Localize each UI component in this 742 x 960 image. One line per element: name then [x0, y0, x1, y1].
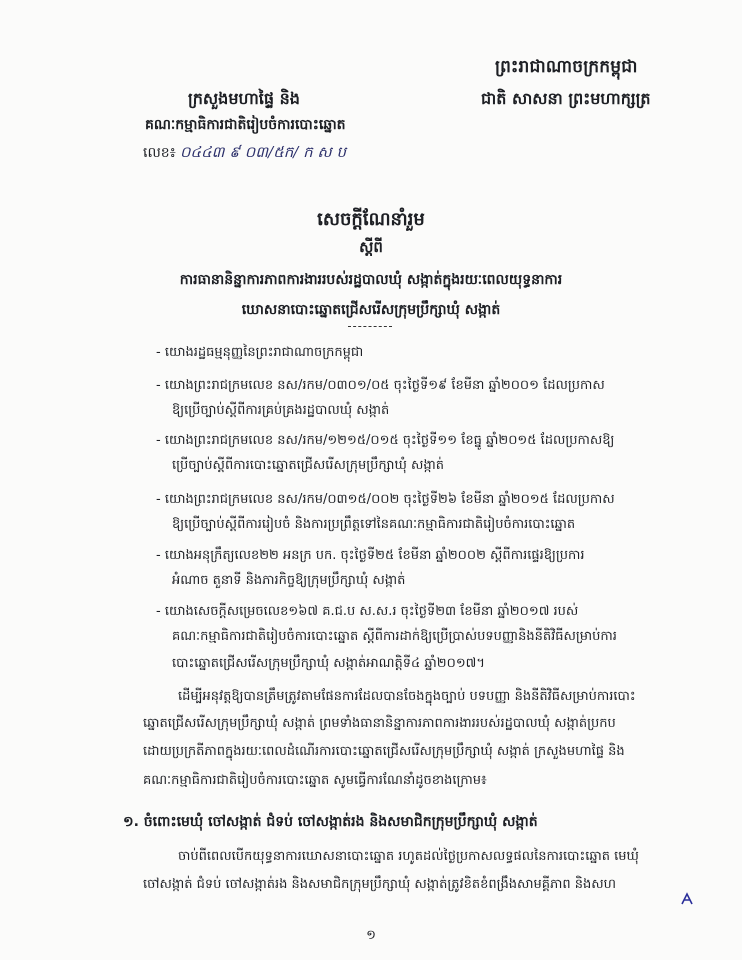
body-paragraph-line: ឆ្នោតជ្រើសរើសក្រុមប្រឹក្សាឃុំ សង្កាត់ ព្រមទាំងធានានិន្នាការភាពការងាររបស់រដ្ឋបាលឃុំ សង្កាត់ប្រកប	[143, 716, 616, 731]
kingdom-heading: ព្រះរាជាណាចក្រកម្ពុជា	[495, 57, 638, 77]
reference-number	[143, 143, 346, 165]
title-subject-label: ស្តីពី	[359, 238, 383, 256]
reference-handwritten: ០៤៤៣ ៩ ០៣/៥ក/ ក ស ប	[179, 143, 346, 161]
body-paragraph-line: ដោយប្រក្រតីភាពក្នុងរយៈពេលដំណើរការបោះឆ្នោតជ្រើសរើសក្រុមប្រឹក្សាឃុំ សង្កាត់ ក្រសួងមហាផ្ទៃ និង	[143, 744, 625, 759]
reference-item-continuation: ឱ្យប្រើច្បាប់ស្តីពីការរៀបចំ និងការប្រព្រឹត្តទៅនៃគណៈកម្មាធិការជាតិរៀបចំការបោះឆ្នោត	[172, 517, 576, 532]
document-title: សេចក្តីណែនាំរួម	[317, 209, 425, 230]
pen-mark-icon	[680, 892, 694, 906]
section-paragraph-line: ចៅសង្កាត់ ជំទប់ ចៅសង្កាត់រង និងសមាជិកក្រុមប្រឹក្សាឃុំ សង្កាត់ត្រូវខិតខំពង្រឹងសាមគ្គីភាព និងសហ	[143, 877, 617, 892]
reference-item: - យោងរដ្ឋធម្មនុញ្ញនៃព្រះរាជាណាចក្រកម្ពុជា	[156, 345, 364, 360]
body-paragraph-line: ដើម្បីអនុវត្តឱ្យបានត្រឹមត្រូវតាមផែនការដែលបានចែងក្នុងច្បាប់ បទបញ្ញា និងនីតិវិធីសម្រាប់ការបោះ	[178, 689, 636, 704]
reference-item: - យោងព្រះរាជក្រមលេខ នស/រកម/០៣១៥/០០២ ចុះថ្ងៃទី២៦ ខែមីនា ឆ្នាំ២០១៥ ដែលប្រកាស	[156, 492, 615, 507]
body-paragraph-line: គណៈកម្មាធិការជាតិរៀបចំការបោះឆ្នោត សូមធ្វើការណែនាំដូចខាងក្រោម៖	[143, 773, 487, 788]
section-heading: ១. ចំពោះមេឃុំ ចៅសង្កាត់ ជំទប់ ចៅសង្កាត់រង និងសមាជិកក្រុមប្រឹក្សាឃុំ សង្កាត់	[123, 814, 538, 830]
title-divider	[348, 326, 392, 327]
national-motto: ជាតិ សាសនា ព្រះមហាក្សត្រ	[481, 89, 651, 108]
ministry-name: ក្រសួងមហាផ្ទៃ និង	[188, 89, 300, 108]
reference-item-continuation: ឱ្យប្រើច្បាប់ស្តីពីការគ្រប់គ្រងរដ្ឋបាលឃុំ សង្កាត់	[172, 403, 390, 418]
reference-item-continuation: បោះឆ្នោតជ្រើសរើសក្រុមប្រឹក្សាឃុំ សង្កាត់អាណត្តិទី៤ ឆ្នាំ២០១៧។	[172, 656, 485, 671]
committee-name: គណៈកម្មាធិការជាតិរៀបចំការបោះឆ្នោត	[145, 117, 346, 133]
page-number: ១	[366, 928, 376, 943]
title-subject-line2: ឃោសនាបោះឆ្នោតជ្រើសរើសក្រុមប្រឹក្សាឃុំ សង្កាត់	[241, 302, 501, 318]
reference-item: - យោងព្រះរាជក្រមលេខ នស/រកម/១២១៥/០១៥ ចុះថ្ងៃទី១១ ខែធ្នូ ឆ្នាំ២០១៥ ដែលប្រកាសឱ្យ	[156, 433, 615, 448]
reference-item: - យោងអនុក្រឹត្យលេខ២២ អនក្រ បក. ចុះថ្ងៃទី២៥ ខែមីនា ឆ្នាំ២០០២ ស្តីពីការផ្ទេរឱ្យប្រការ	[156, 548, 585, 563]
reference-item-continuation: ប្រើច្បាប់ស្តីពីការបោះឆ្នោតជ្រើសរើសក្រុមប្រឹក្សាឃុំ សង្កាត់	[172, 458, 445, 473]
reference-item-continuation: អំណាច តួនាទី និងភារកិច្ចឱ្យក្រុមប្រឹក្សាឃុំ សង្កាត់	[172, 573, 406, 588]
reference-item-continuation: គណៈកម្មាធិការជាតិរៀបចំការបោះឆ្នោត ស្តីពីការដាក់ឱ្យប្រើប្រាស់បទបញ្ញានិងនីតិវិធីសម្រាប់ការ	[172, 629, 617, 644]
reference-item: - យោងសេចក្តីសម្រេចលេខ១៦៧ គ.ជ.ប ស.ស.រ ចុះថ្ងៃទី២៣ ខែមីនា ឆ្នាំ២០១៧ របស់	[156, 604, 579, 619]
title-subject-line1: ការធានានិន្នាការភាពការងាររបស់រដ្ឋបាលឃុំ សង្កាត់ក្នុងរយៈពេលយុទ្ធនាការ	[179, 272, 563, 288]
reference-item: - យោងព្រះរាជក្រមលេខ នស/រកម/០៣០១/០៥ ចុះថ្ងៃទី១៩ ខែមីនា ឆ្នាំ២០០១ ដែលប្រកាស	[156, 378, 605, 393]
section-paragraph-line: ចាប់ពីពេលបើកយុទ្ធនាការឃោសនាបោះឆ្នោត រហូតដល់ថ្ងៃប្រកាសលទ្ធផលនៃការបោះឆ្នោត មេឃុំ	[178, 849, 639, 864]
reference-label: លេខ៖	[143, 145, 176, 161]
